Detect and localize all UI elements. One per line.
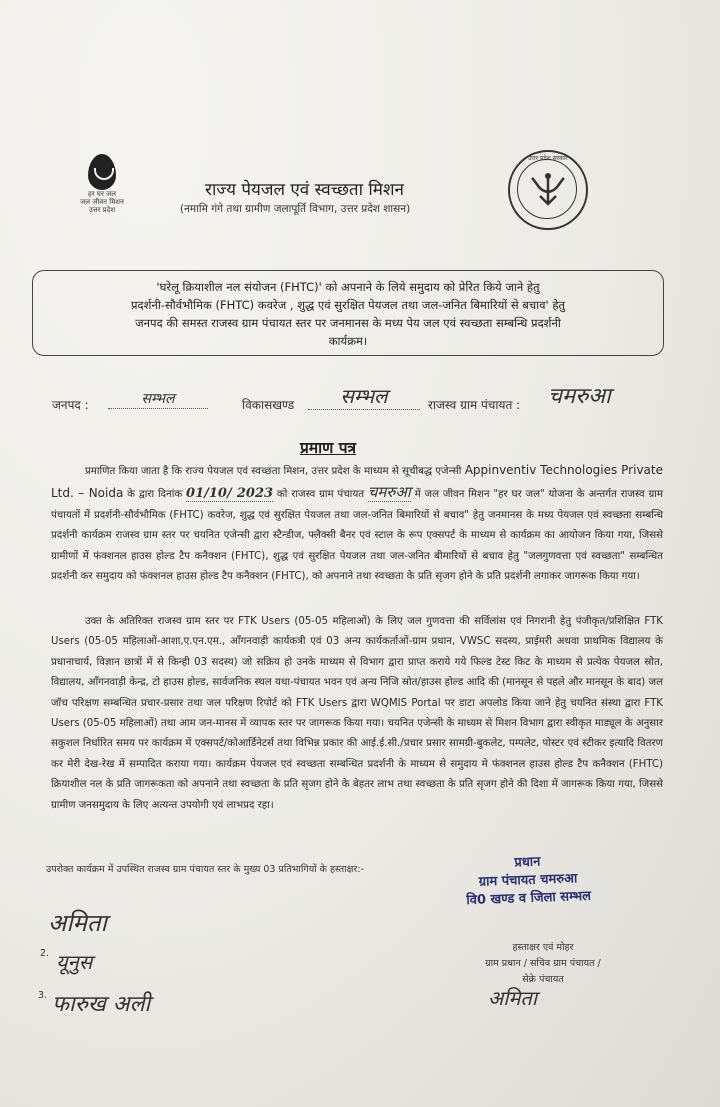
stamp-line-2: ग्राम पंचायत चमरुआ xyxy=(478,871,578,890)
certificate-title: प्रमाण पत्र xyxy=(300,439,357,457)
signatures-intro: उपरोक्त कार्यक्रम में उपस्थित राजस्व ग्राम पंचायत स्तर के मुख्य 03 प्रतिभागियों के हस्ताक्षर:- xyxy=(46,864,364,875)
paragraph-1 xyxy=(51,460,663,587)
participant-signature-1: अमिता xyxy=(48,909,107,937)
paragraph-2 xyxy=(51,612,663,816)
logo-text-2: जल जीवन मिशन xyxy=(80,198,124,206)
subject-line-4: कार्यक्रम। xyxy=(328,334,368,348)
up-government-seal xyxy=(508,150,588,230)
vikaskhand-value: सम्भल xyxy=(308,382,420,410)
janpad-label: जनपद : xyxy=(52,398,89,412)
participant-2-number: 2. xyxy=(40,948,50,959)
pradhan-signature: अमिता xyxy=(488,986,537,1010)
subject-line-3: जनपद की समस्त राजस्व ग्राम पंचायत स्तर पर जनमानस के मध्य पेय जल एवं स्वच्छता सम्बन्धि प्रदर्शनी xyxy=(135,316,561,330)
panchayat-value: चमरुआ xyxy=(548,384,611,409)
stamp-line-3: वि0 खण्ड व जिला सम्भल xyxy=(466,888,592,909)
signatory-designation-2: सेक्रे पंचायत xyxy=(522,974,564,985)
emblem-icon xyxy=(524,166,572,214)
janpad-value: सम्भल xyxy=(108,389,208,409)
village-name: चमरुआ xyxy=(367,483,411,502)
water-drop-icon xyxy=(88,154,116,190)
panchayat-label: राजस्व ग्राम पंचायत : xyxy=(428,398,521,412)
sign-and-seal-label: हस्ताक्षर एवं मोहर xyxy=(512,942,574,953)
p1-body: में जल जीवन मिशन "हर घर जल" योजना के अन्तर्गत राजस्व ग्राम पंचायतों में प्रदर्शनी-सौर्वभौमिक (FHTC) कवरेज, शुद्ध एवं सुरक्षित पेयजल तथा जल-जनित बिमारियों से बचाव" हेतु जनमानस के मध्य पेयजल एवं स्वच्छता सम्बन्धि प्रदर्शनी कार्यक्रम राजस्व ग्राम स्तर पर चयनित एजेन्सी द्वारा स्टैन्डीज, फ्लैक्सी बैनर एवं स्टाल के रूप एक्सपर्ट के माध्यम से कार्यक्रम का आयोजन किया गया, जिससे ग्रामीणों में फंक्शनल हाउस होल्ड टैप कनैक्शन (FHTC), शुद्ध एवं सुरक्षित पेयजल तथा जल-जनित बीमारियों से बचाव हेतु "जलगुणवत्ता एवं स्वच्छता" सम्बन्धित प्रदर्शनी कर समुदाय को फंक्शनल हाउस होल्ड टैप कनैक्शन (FHTC), को अपनाने तथा स्वच्छता के प्रति सृजग होने के प्रति प्रदर्शनी लगाकर जागरूक किया गया। xyxy=(51,489,663,583)
participant-signature-3: फारुख अली xyxy=(52,992,151,1017)
subject-box xyxy=(32,270,664,356)
pradhan-stamp xyxy=(437,849,619,909)
seal-text: उत्तर प्रदेश सरकार xyxy=(528,155,568,162)
vikaskhand-label: विकासखण्ड xyxy=(242,398,295,412)
mission-subtitle: (नमामि गंगे तथा ग्रामीण जलापूर्ति विभाग, उत्तर प्रदेश शासन) xyxy=(180,203,411,215)
logo-text-1: हर घर जल xyxy=(88,190,116,198)
participant-signature-2: यूनुस xyxy=(56,950,93,974)
p2-body: उक्त के अतिरिक्त राजस्व ग्राम स्तर पर FTK Users (05-05 महिलाओं) के लिए जल गुणवत्ता की सर्विलांस एवं निगरानी हेतु पंजीकृत/प्रशिक्षित FTK Users (05-05 महिलाओं-आशा,ए.एन.एम., आँगनवाड़ी कार्यकत्री एवं 03 अन्य कार्यकर्ताओं-ग्राम प्रधान, VWSC सदस्य, प्राईमरी अथवा प्राथमिक विद्यालय के प्रधानाचार्य, विज्ञान छात्रों में से किन्ही 03 सदस्य) जो सक्रिय हो उनके माध्यम से विभाग द्वारा प्राप्त कराये गये फिल्ड टेस्ट किट के माध्यम से प्रत्येक पेयजल स्रोत, विद्यालय, आँगनवाड़ी केन्द्र, टो हाउस होल्ड, सार्वजनिक स्थल यथा-पंचायत भवन एवं अन्य निजि स्रोत/हाउस होल्ड आदि की (मानसून से पहले और मानसून के बाद) जल जॉच परिक्षण सम्बन्धित प्रचार-प्रसार तथा जल परिक्षण रिपोर्ट को FTK Users द्वारा WQMIS Portal पर डाटा अपलोड किया जाने हेतु चयनित संस्था द्वारा FTK Users (05-05 महिलाओं) तथा आम जन-मानस में व्यापक स्तर पर जागरूक किया गया। चयनित एजेन्सी के माध्यम से मिशन विभाग द्वारा स्वीकृत माड्यूल के अनुसार सकुशल निर्धारित समय पर कार्यक्रम में एक्सपर्ट/कोआर्डिनेटर्स तथा विभिन्न प्रकार की आई.ई.सी./प्रचार प्रसार सामग्री-बुकलेट, पम्पलेट, पोस्टर एवं स्टीकर इत्यादि वितरण कर मेरी देख-रेख में सम्पादित कराया गया। कार्यक्रम पेयजल एवं स्वच्छता सम्बन्धित प्रदर्शनी के माध्यम से समुदाय मे फंक्शनल हाउस होल्ड टैप कनैक्शन (FHTC) क्रियाशील नल के प्रति जागरूकता को अपनाने तथा स्वच्छता के प्रति सृजग होने के बेहतर लाभ तथा स्वच्छता के प्रति सृजग होने की दिशा में जागरूक किया गया, जिससे ग्रामीण जनसमुदाय के लिए अत्यन्त उपयोगी एवं लाभप्रद रहा। xyxy=(51,616,663,811)
stamp-line-1: प्रधान xyxy=(514,854,541,871)
participant-3-number: 3. xyxy=(38,990,48,1001)
event-date: 01/10/ 2023 xyxy=(186,486,274,502)
p1-panchayat-label: को राजस्व ग्राम पंचायत xyxy=(276,489,365,501)
company-name: Appinventiv Technologies Private Ltd. – Noida xyxy=(51,463,663,501)
subject-line-2: प्रदर्शनी-सौर्वभौमिक (FHTC) कवरेज , शुद्ध एवं सुरक्षित पेयजल तथा जल-जनित बिमारियों से बचाव' हेतु xyxy=(130,298,566,312)
jal-jeevan-mission-logo xyxy=(72,152,132,232)
signatory-designation: ग्राम प्रधान / सचिव ग्राम पंचायत / xyxy=(485,958,601,969)
logo-text-3: उत्तर प्रदेश xyxy=(88,206,116,214)
subject-line-1: 'घरेलू क्रियाशील नल संयोजन (FHTC)' को अपनाने के लिये समुदाय को प्रेरित किये जाने हेतु xyxy=(156,280,540,294)
mission-title: राज्य पेयजल एवं स्वच्छता मिशन xyxy=(205,180,404,200)
p1-date-label: के द्वारा दिनांक xyxy=(127,489,183,501)
p1-intro: प्रमाणित किया जाता है कि राज्य पेयजल एवं स्वच्छता मिशन, उत्तर प्रदेश के माध्यम से सूचीबद्ध एजेन्सी xyxy=(85,466,462,477)
